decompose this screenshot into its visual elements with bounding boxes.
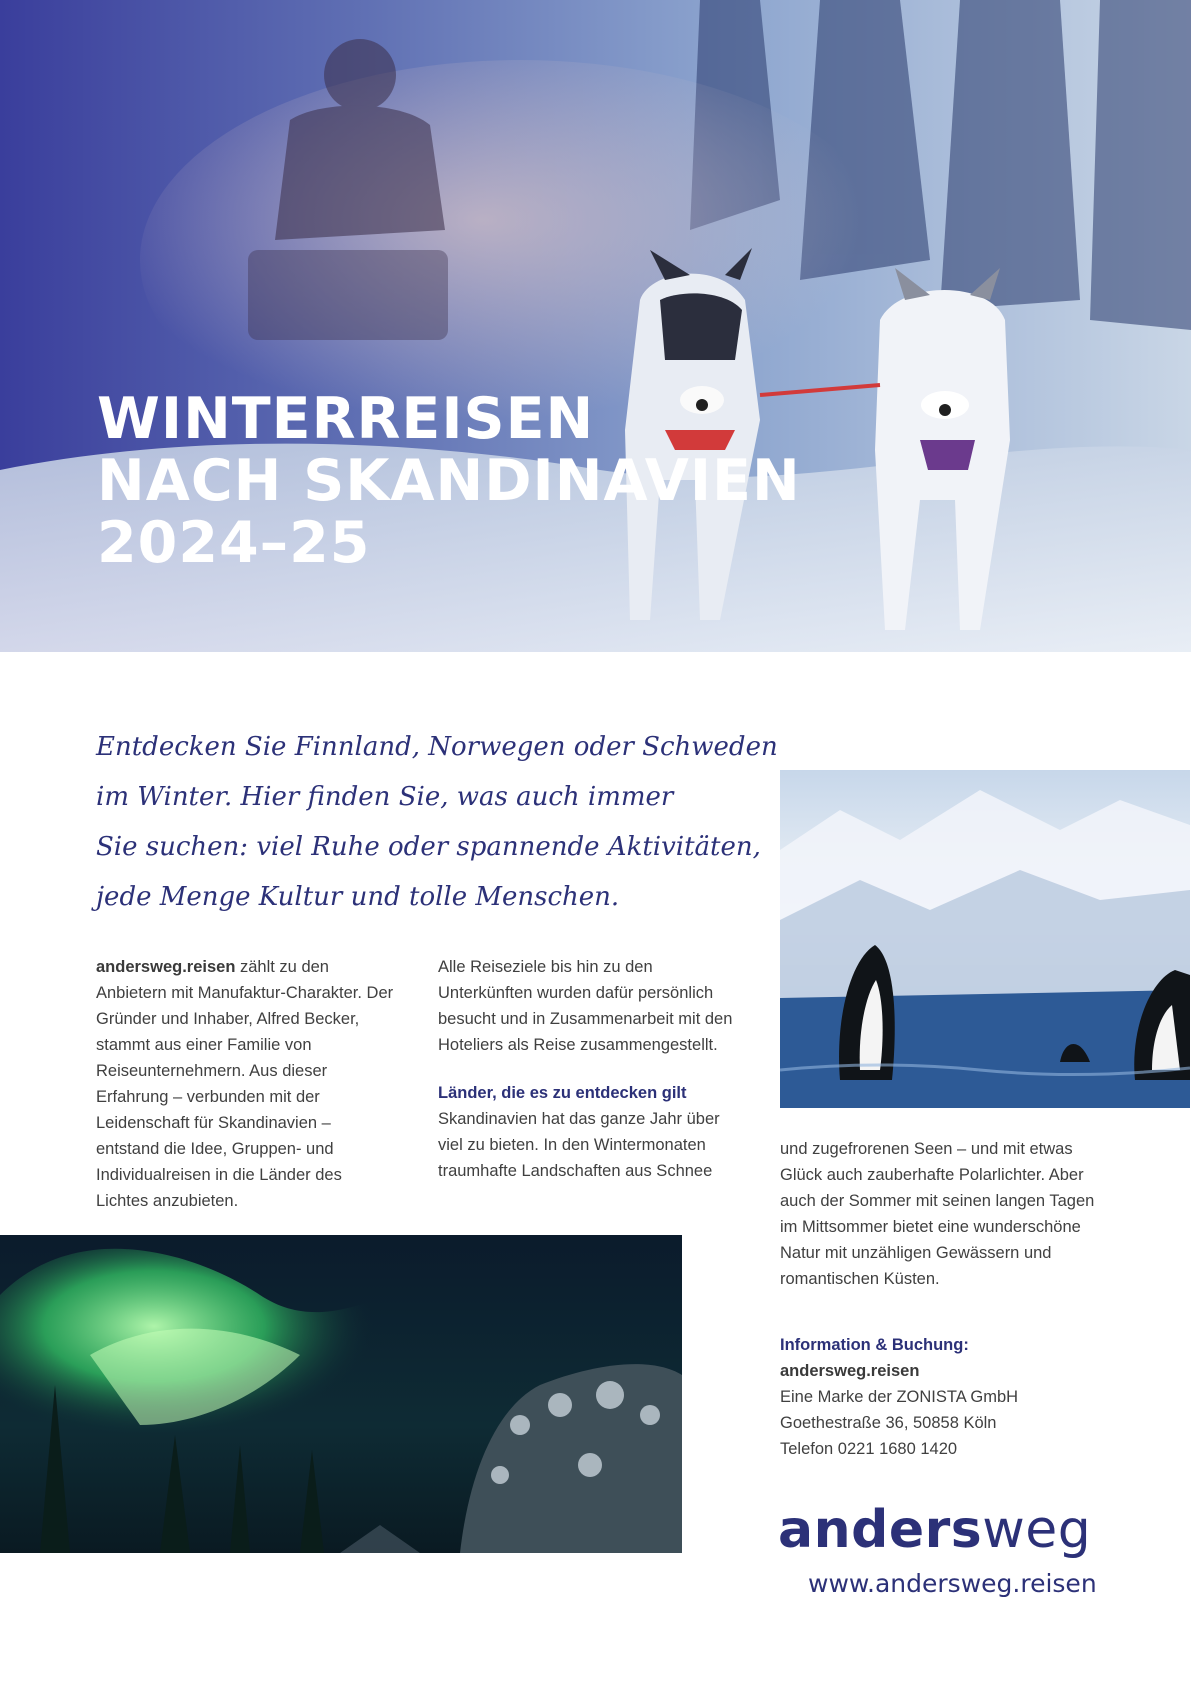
lead-line-2: im Winter. Hier finden Sie, was auch immer (96, 782, 674, 812)
contact-info (780, 1332, 1018, 1462)
lead-line-4: jede Menge Kultur und tolle Menschen. (96, 882, 620, 912)
column1-text: zählt zu den Anbietern mit Manufaktur-Charakter. Der Gründer und Inhaber, Alfred Becker, stammt aus einer Familie von Reiseunternehmern. Aus dieser Erfahrung – verbunden mit der Leidenschaft für Skandinavien – entstand die Idee, Gruppen- und Individualreisen in die Länder des Lichtes anzubieten. (96, 958, 394, 1210)
column2-paragraph-1: Alle Reiseziele bis hin zu den Unterkünften wurden dafür persönlich besucht und in Zusammenarbeit mit den Hoteliers als Reise zusammengestellt. (438, 958, 733, 1054)
info-address: Goethestraße 36, 50858 Köln (780, 1414, 997, 1432)
info-heading: Information & Buchung: (780, 1336, 969, 1354)
logo-part-anders: anders (778, 1500, 983, 1560)
website-url[interactable]: www.andersweg.reisen (808, 1569, 1097, 1598)
andersweg-logo (778, 1500, 1091, 1560)
orca-scene (780, 770, 1190, 1108)
hero-title-line-1: WINTERREISEN (97, 386, 595, 452)
northern-lights-image (0, 1235, 682, 1553)
logo-part-weg: weg (982, 1500, 1092, 1560)
lead-text (96, 722, 778, 922)
hero-title-line-3: 2024–25 (97, 510, 371, 576)
column2-subheading: Länder, die es zu entdecken gilt (438, 1084, 687, 1102)
column2-paragraph-2: Skandinavien hat das ganze Jahr über viel zu bieten. In den Wintermonaten traumhafte Landschaften aus Schnee (438, 1110, 720, 1180)
column1-paragraph (96, 954, 396, 1214)
column1-brand: andersweg.reisen (96, 958, 236, 976)
orca-image (780, 770, 1190, 1108)
text-column-3 (780, 1136, 1110, 1292)
hero-image-husky-sled (0, 0, 1191, 652)
hero-title (97, 388, 801, 574)
info-phone: Telefon 0221 1680 1420 (780, 1440, 958, 1458)
text-column-2 (438, 954, 738, 1184)
lead-line-3: Sie suchen: viel Ruhe oder spannende Aktivitäten, (96, 832, 761, 862)
lead-line-1: Entdecken Sie Finnland, Norwegen oder Schweden (96, 732, 778, 762)
aurora-scene (0, 1235, 682, 1553)
column3-paragraph: und zugefrorenen Seen – und mit etwas Glück auch zauberhafte Polarlichter. Aber auch der Sommer mit seinen langen Tagen im Mittsommer bietet eine wunderschöne Natur mit unzähligen Gewässern und romantischen Küsten. (780, 1140, 1095, 1288)
info-company: Eine Marke der ZONISTA GmbH (780, 1388, 1019, 1406)
hero-title-line-2: NACH SKANDINAVIEN (97, 448, 801, 514)
info-brand: andersweg.reisen (780, 1362, 920, 1380)
text-column-1 (96, 954, 396, 1214)
